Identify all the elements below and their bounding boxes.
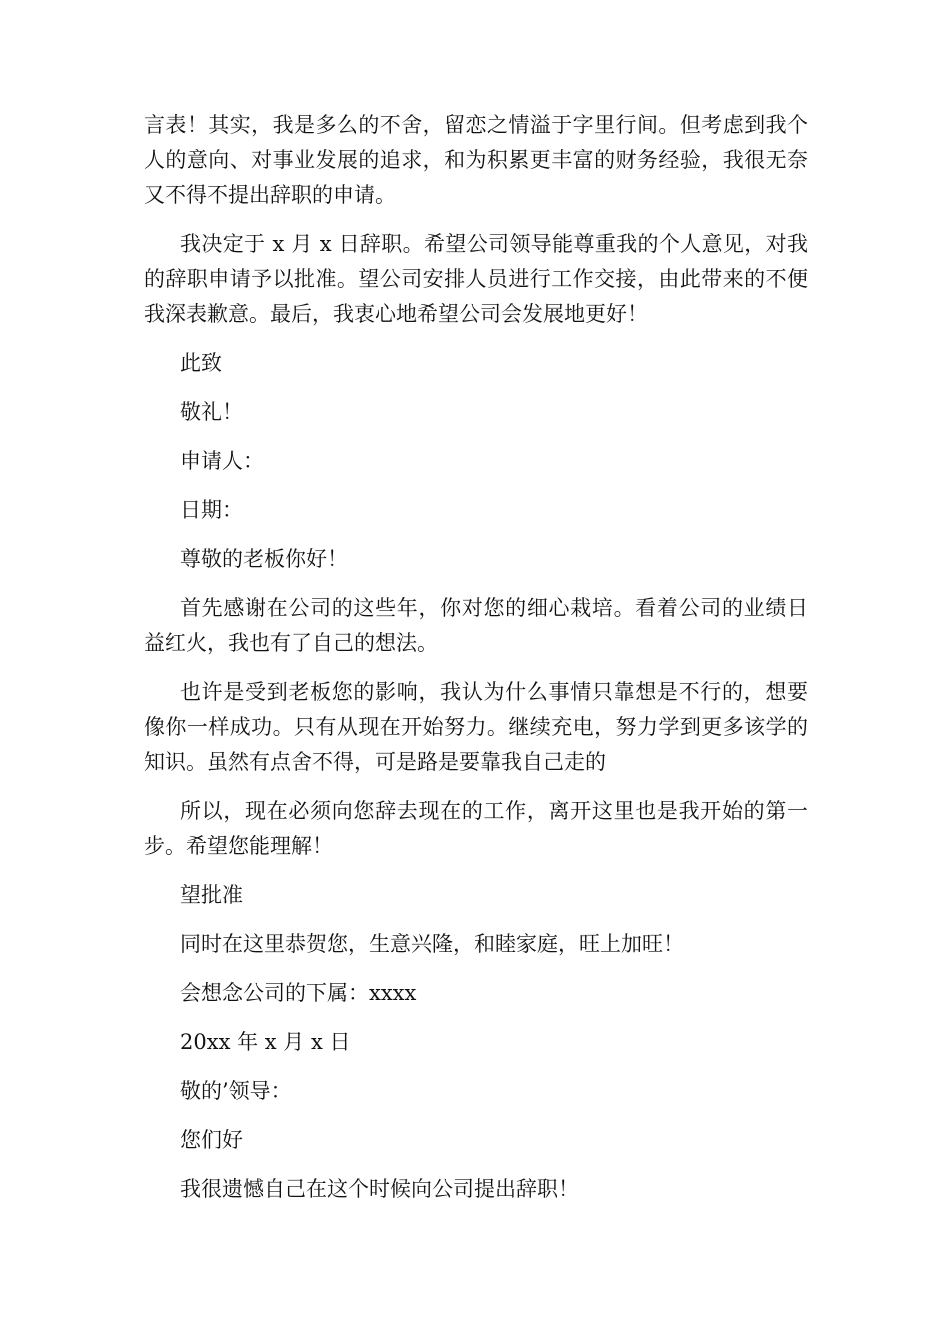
signature-line: 会想念公司的下属：xxxx xyxy=(180,981,417,1005)
second-letter-greeting: 您们好 xyxy=(180,1128,243,1152)
second-letter-opening: 我很遗憾自己在这个时候向公司提出辞职！ xyxy=(180,1177,579,1201)
date-line: 20xx 年 x 月 x 日 xyxy=(180,1030,351,1054)
paragraph-wishes: 同时在这里恭贺您，生意兴隆，和睦家庭，旺上加旺！ xyxy=(180,932,684,956)
paragraph-motivation: 也许是受到老板您的影响，我认为什么事情只靠想是不行的，想要像你一样成功。只有从现在开始努力。继续充电，努力学到更多该学的知识。虽然有点舍不得，可是路是要靠我自己走的 xyxy=(144,680,808,774)
document-body xyxy=(144,108,808,1221)
paragraph-resignation-request: 所以，现在必须向您辞去现在的工作，离开这里也是我开始的第一步。希望您能理解！ xyxy=(144,799,808,858)
paragraph-resignation-date: 我决定于 x 月 x 日辞职。希望公司领导能尊重我的个人意见，对我的辞职申请予以批准。望公司安排人员进行工作交接，由此带来的不便我深表歉意。最后，我衷心地希望公司会发展地更好！ xyxy=(144,232,808,326)
letter-greeting: 尊敬的老板你好！ xyxy=(180,547,348,571)
applicant-label: 申请人： xyxy=(180,449,264,473)
closing-regards: 敬礼！ xyxy=(180,400,243,424)
second-letter-salutation: 敬的’领导： xyxy=(180,1079,292,1103)
paragraph-thanks: 首先感谢在公司的这些年，你对您的细心栽培。看着公司的业绩日益红火，我也有了自己的想法。 xyxy=(144,596,808,655)
approval-request: 望批准 xyxy=(180,883,243,907)
paragraph-resignation-reason: 言表！其实，我是多么的不舍，留恋之情溢于字里行间。但考虑到我个人的意向、对事业发展的追求，和为积累更丰富的财务经验，我很无奈又不得不提出辞职的申请。 xyxy=(144,113,808,207)
date-label: 日期： xyxy=(180,498,243,522)
closing-salutation: 此致 xyxy=(180,351,222,375)
